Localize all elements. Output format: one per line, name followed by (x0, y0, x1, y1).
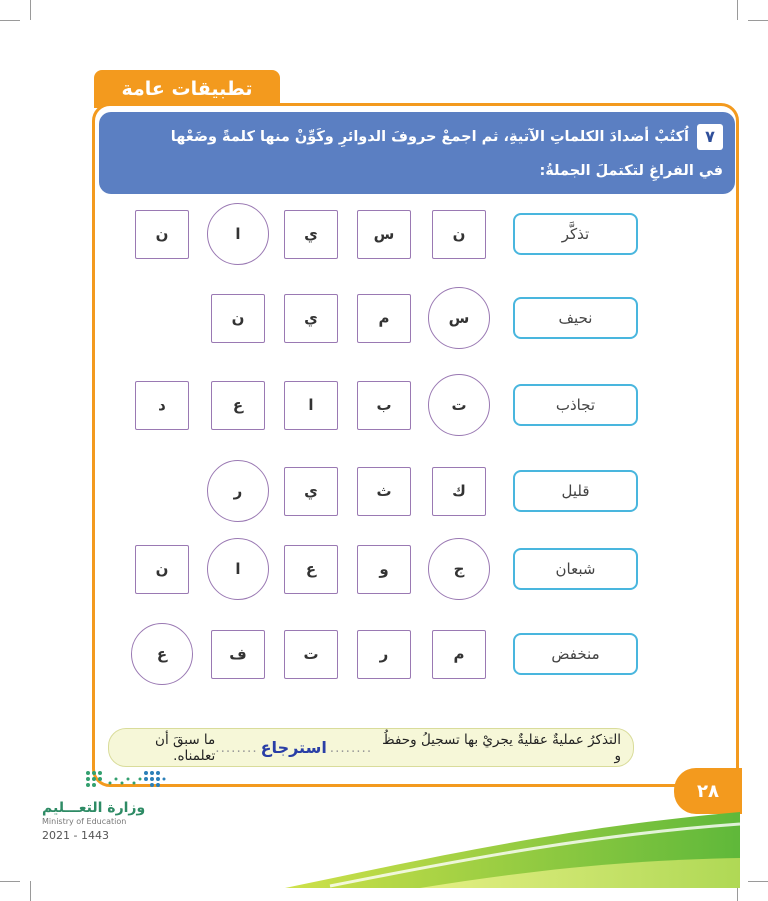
letter-box[interactable]: ر (357, 630, 411, 679)
sentence-before: التذكرُ عمليةٌ عقليةٌ يجريْ بها تسجيلُ وحفظُ و (382, 731, 621, 764)
letter-box[interactable]: ع (284, 545, 338, 594)
letter-box[interactable]: و (357, 545, 411, 594)
letter-box[interactable]: ف (211, 630, 265, 679)
question-text-line2: في الفراغِ لتكتملَ الجملةُ: (539, 163, 723, 179)
letter-box[interactable]: ن (135, 210, 189, 259)
letter-box[interactable]: ي (284, 210, 338, 259)
circled-letter-cell[interactable]: ر (207, 460, 269, 522)
crop-mark (30, 0, 31, 20)
letter-box[interactable]: ع (211, 381, 265, 430)
exercise-card (92, 103, 739, 787)
decorative-swoosh (0, 800, 768, 901)
word-box: تجاذب (513, 384, 638, 426)
letter-box[interactable]: ب (357, 381, 411, 430)
question-number: ٧ (697, 124, 723, 150)
letter-box[interactable]: ي (284, 294, 338, 343)
academic-year: 2021 - 1443 (42, 829, 109, 842)
word-box: نحيف (513, 297, 638, 339)
sentence-after: ما سبقَ أن تعلمناه. (155, 731, 216, 764)
page-number-text: ٢٨ (697, 780, 719, 802)
crop-mark (748, 20, 768, 21)
circled-letter-cell[interactable]: س (428, 287, 490, 349)
letter-box[interactable]: م (432, 630, 486, 679)
ministry-name-arabic: وزارة التعـــليم (42, 800, 146, 816)
crop-mark (0, 20, 20, 21)
sentence-dots: ........ (329, 739, 373, 756)
sentence-answer[interactable]: استرجاع (260, 738, 327, 757)
ministry-name-english: Ministry of Education (42, 817, 127, 826)
word-box: تذكَّر (513, 213, 638, 255)
letter-box[interactable]: ث (357, 467, 411, 516)
circled-letter-cell[interactable]: ع (131, 623, 193, 685)
word-box: قليل (513, 470, 638, 512)
letter-box[interactable]: س (357, 210, 411, 259)
circled-letter-cell[interactable]: ا (207, 538, 269, 600)
word-box: منخفض (513, 633, 638, 675)
letter-box[interactable]: ا (284, 381, 338, 430)
circled-letter-cell[interactable]: ج (428, 538, 490, 600)
word-box: شبعان (513, 548, 638, 590)
letter-box[interactable]: ن (432, 210, 486, 259)
letter-box[interactable]: ك (432, 467, 486, 516)
letter-box[interactable]: ي (284, 467, 338, 516)
crop-mark (737, 0, 738, 20)
question-text-line1: اُكتُبْ أضدادَ الكلماتِ الآتيةِ، ثم اجمعْ حروفَ الدوائرِ وكَوِّنْ منها كلمةً وضَعْها (170, 129, 689, 145)
letter-box[interactable]: ن (135, 545, 189, 594)
completion-sentence (108, 728, 634, 767)
ministry-logo-icon (84, 767, 174, 793)
letter-box[interactable]: ت (284, 630, 338, 679)
letter-box[interactable]: ن (211, 294, 265, 343)
circled-letter-cell[interactable]: ا (207, 203, 269, 265)
letter-box[interactable]: م (357, 294, 411, 343)
circled-letter-cell[interactable]: ت (428, 374, 490, 436)
sentence-dots: ........ (215, 739, 258, 756)
section-title: تطبيقات عامة (121, 78, 253, 100)
question-header (99, 112, 735, 194)
letter-box[interactable]: د (135, 381, 189, 430)
